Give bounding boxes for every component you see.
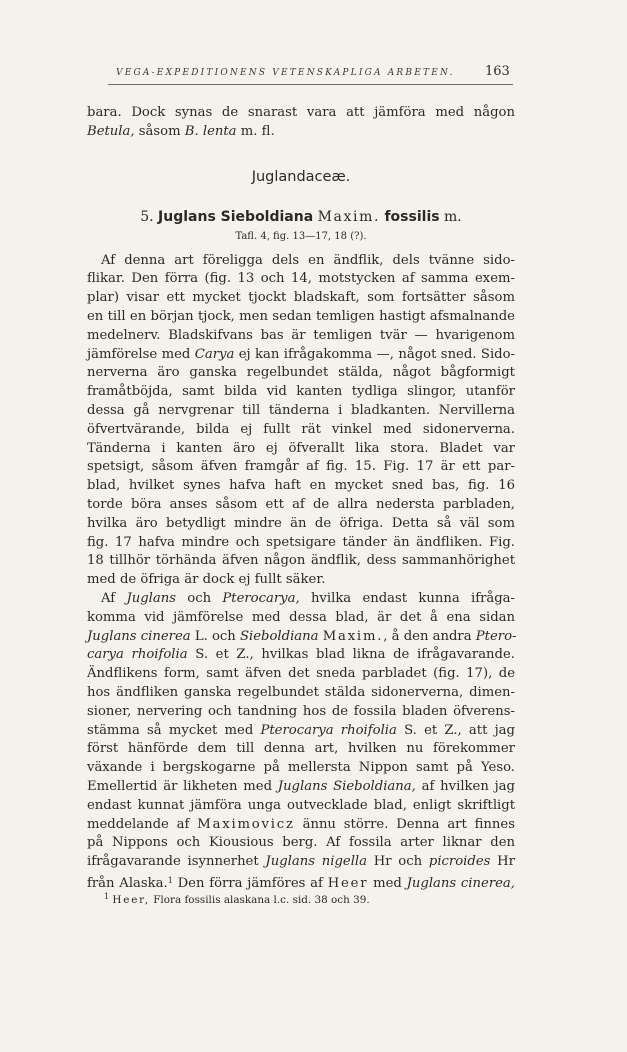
text-line: dessa gå nervgrenar till tänderna i bladkanten. Nervillerna (87, 402, 515, 418)
text-line: ifrågavarande isynnerhet Juglans nigella Hr och picroides Hr (87, 854, 515, 870)
text-line: Af Juglans och Pterocarya, hvilka endast kunna ifråga- (101, 590, 516, 606)
text-line: Tänderna i kanten äro ej öfverallt lika stora. Bladet var (87, 440, 515, 456)
text-line: framåtböjda, samt bilda vid kanten tydliga slingor, utanför (87, 384, 515, 400)
text-line: hos ändfliken ganska regelbundet stälda sidonerverna, dimen- (87, 684, 515, 700)
text-line: bara. Dock synas de snarast vara att jämföra med någon (87, 105, 515, 120)
text-line: öfvertvärande, bilda ej fullt rät vinkel med sidonerverna. (87, 421, 515, 437)
text-line: stämma så mycket med Pterocarya rhoifolia S. et Z., att jag (87, 722, 515, 738)
text-line: medelnerv. Bladskifvans bas är temligen tvär — hvarigenom (87, 327, 515, 343)
species-author2: m. (444, 208, 462, 225)
text-line: först hänförde dem till denna art, hvilken nu förekommer (87, 741, 515, 757)
text-line: en till en början tjock, men sedan temligen hastigt afsmalnande (87, 308, 515, 324)
text-line: flikar. Den förra (fig. 13 och 14, motstycken af samma exem- (87, 271, 515, 287)
plate-reference: Tafl. 4, fig. 13—17, 18 (?). (235, 230, 367, 242)
text-line: Ändflikens form, samt äfven det sneda parbladet (fig. 17), de (87, 666, 515, 682)
text-line: fig. 17 hafva mindre och spetsigare tänder än ändfliken. Fig. (87, 534, 515, 550)
text-line: komma vid jämförelse med dessa blad, är det å ena sidan (87, 609, 515, 625)
text-line: carya rhoifolia S. et Z., hvilkas blad likna de ifrågavarande. (87, 647, 515, 663)
running-head: VEGA-EXPEDITIONENS VETENSKAPLIGA ARBETEN. (116, 68, 455, 78)
text-line: på Nippons och Kiousious berg. Af fossila arter liknar den (87, 835, 515, 851)
page-number: 163 (485, 64, 510, 79)
text-line: Juglans cinerea L. och Sieboldiana Maxim., å den andra Ptero- (87, 628, 517, 644)
footnote-marker: 1 (167, 875, 173, 885)
text-line: jämförelse med Carya ej kan ifrågakomma —, något sned. Sido- (87, 346, 515, 362)
text-line: endast kunnat jämföra unga outvecklade blad, enligt skriftligt (87, 797, 515, 813)
text-line: hvilka äro betydligt mindre än de öfriga. Detta så väl som (87, 515, 515, 531)
text-line: meddelande af Maximovicz ännu större. Denna art finnes (87, 816, 515, 832)
text-line: från Alaska.$^1$ Den förra jämföres af Heer med Juglans cinerea, (87, 875, 515, 891)
text-line: 18 tillhör törhända äfven någon ändflik, dess sammanhörighet (87, 553, 515, 569)
text-line: torde böra anses såsom ett af de allra nedersta parbladen, (87, 496, 515, 512)
text-line: plar) visar ett mycket tjockt bladskaft, som fortsätter såsom (87, 290, 515, 306)
text-line: blad, hvilket synes hafva haft en mycket sned bas, fig. 16 (87, 478, 515, 494)
text-line: sioner, nervering och tandning hos de fossila bladen öfverens- (87, 703, 515, 719)
species-author: Maxim. (317, 208, 381, 225)
species-heading (87, 208, 515, 228)
species-number: 5. (140, 208, 154, 225)
text-line: spetsigt, såsom äfven framgår af fig. 15. Fig. 17 är ett par- (87, 459, 515, 475)
section-title: Juglandaceæ. (251, 168, 351, 185)
species-name: Juglans Sieboldiana (158, 208, 314, 225)
body-text (87, 104, 515, 891)
text-line: Af denna art föreligga dels en ändflik, dels tvänne sido- (101, 252, 515, 268)
species-form: fossilis (384, 208, 440, 225)
text-line: Emellertid är likheten med Juglans Sieboldiana, af hvilken jag (87, 778, 515, 794)
text-line: nerverna äro ganska regelbundet stälda, något bågformigt (87, 365, 515, 381)
header-rule (108, 84, 513, 85)
footnote: $^1$ Heer, Flora fossilis alaskana l.c. sid. 38 och 39. (104, 892, 370, 906)
text-line: Betula, såsom B. lenta m. fl. (87, 123, 275, 139)
text-line: växande i bergskogarne på mellersta Nippon samt på Yeso. (87, 760, 515, 776)
text-line: med de öfriga är dock ej fullt säker. (87, 572, 326, 588)
